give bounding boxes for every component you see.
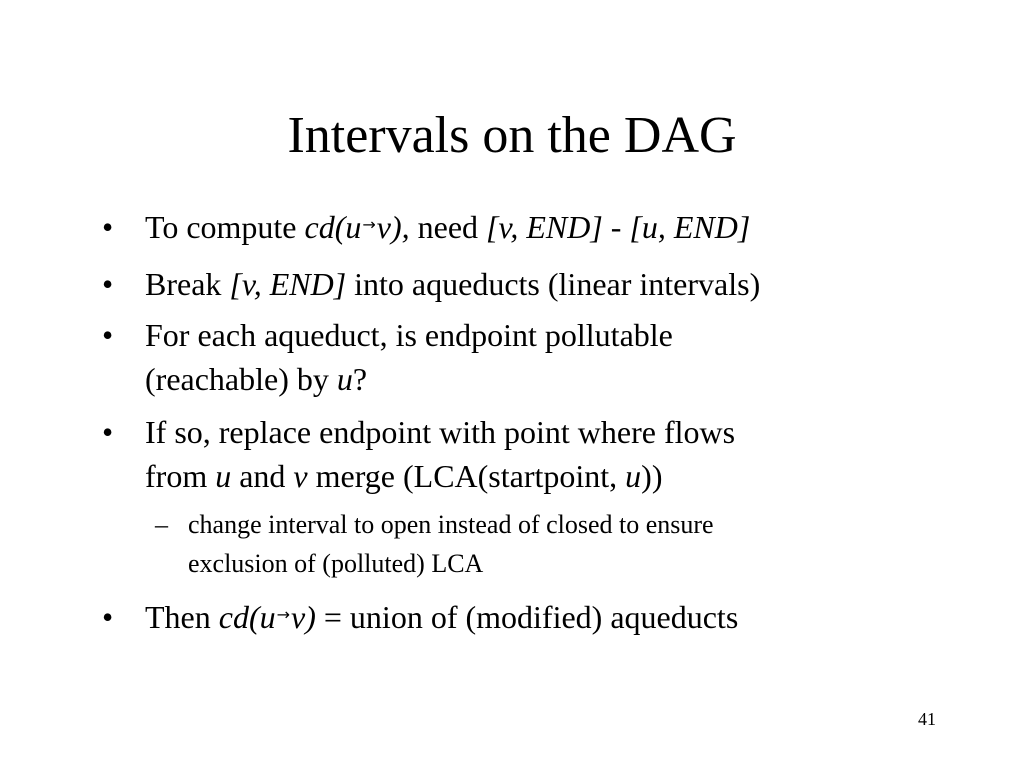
bullet-marker: • bbox=[102, 317, 114, 353]
bullet-text: = union of (modified) aqueducts bbox=[315, 599, 739, 635]
arrow-icon: → bbox=[276, 605, 291, 624]
formula-text: v), bbox=[376, 209, 410, 245]
bullet-text: and bbox=[231, 458, 294, 494]
sub-bullet-item-continuation bbox=[100, 544, 960, 583]
bullet-text: To compute bbox=[145, 209, 305, 245]
dash-marker: – bbox=[155, 510, 168, 539]
bullet-text: Then bbox=[145, 599, 219, 635]
bullet-text: into aqueducts (linear intervals) bbox=[346, 266, 761, 302]
bullet-text: )) bbox=[641, 458, 663, 494]
bullet-item-union bbox=[100, 595, 960, 645]
bullet-text: If so, replace endpoint with point where flows bbox=[145, 414, 736, 450]
bullet-text: merge (LCA(startpoint, bbox=[307, 458, 626, 494]
bullet-item-continuation bbox=[100, 357, 960, 401]
arrow-icon: → bbox=[362, 215, 376, 234]
formula-text: u bbox=[336, 361, 353, 397]
formula-text: cd(u bbox=[218, 599, 276, 635]
bullet-item-continuation bbox=[100, 454, 960, 498]
bullet-item-compute-cd bbox=[100, 205, 960, 255]
slide-title: Intervals on the DAG bbox=[287, 107, 737, 164]
bullet-marker: • bbox=[102, 266, 114, 302]
bullet-text: For each aqueduct, is endpoint pollutable bbox=[145, 317, 673, 353]
bullet-text: Break bbox=[145, 266, 230, 302]
page-number: 41 bbox=[918, 709, 936, 729]
bullet-item-replace-endpoint bbox=[100, 410, 960, 454]
formula-text: [v, END] bbox=[229, 266, 347, 302]
formula-text: cd(u bbox=[304, 209, 362, 245]
bullet-marker: • bbox=[102, 414, 114, 450]
formula-text: u bbox=[215, 458, 232, 494]
bullet-text: ? bbox=[352, 361, 368, 397]
bullet-item-endpoint-pollutable bbox=[100, 313, 960, 357]
sub-bullet-text: exclusion of (polluted) LCA bbox=[188, 549, 484, 578]
bullet-text: need bbox=[409, 209, 487, 245]
bullet-text: (reachable) by bbox=[145, 361, 337, 397]
bullet-text: from bbox=[145, 458, 216, 494]
formula-text: [v, END] - [u, END] bbox=[486, 209, 751, 245]
formula-text: v) bbox=[291, 599, 316, 635]
sub-bullet-item-open-interval bbox=[100, 505, 960, 544]
bullet-marker: • bbox=[102, 209, 114, 245]
bullet-marker: • bbox=[102, 599, 114, 635]
bullet-item-break-aqueducts bbox=[100, 262, 960, 306]
formula-text: v bbox=[293, 458, 308, 494]
formula-text: u bbox=[625, 458, 642, 494]
sub-bullet-text: change interval to open instead of closed to ensure bbox=[188, 510, 714, 539]
bullet-list bbox=[100, 205, 960, 645]
